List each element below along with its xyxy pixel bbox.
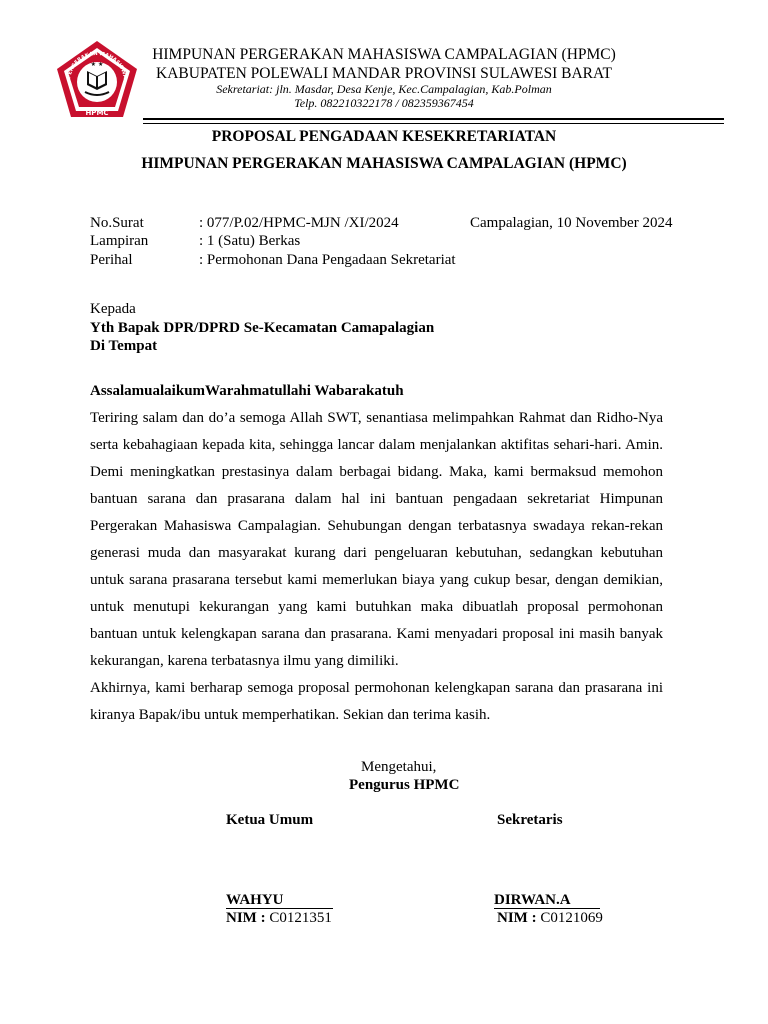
svg-text:★ ★: ★ ★	[90, 61, 104, 68]
chairman-name: WAHYU	[226, 892, 284, 908]
recipient-kepada: Kepada	[90, 301, 136, 317]
attachment-label: Lampiran	[90, 233, 149, 249]
body-paragraph-2: Akhirnya, kami berharap semoga proposal permohonan kelengkapan sarana dan prasarana ini kiranya Bapak/ibu untuk memperhatikan. Sekian dan terima kasih.	[90, 680, 663, 723]
proposal-subtitle: HIMPUNAN PERGERAKAN MAHASISWA CAMPALAGIAN (HPMC)	[141, 155, 627, 172]
org-region: KABUPATEN POLEWALI MANDAR PROVINSI SULAWESI BARAT	[156, 65, 612, 82]
letter-date: Campalagian, 10 November 2024	[470, 215, 673, 231]
secretary-name: DIRWAN.A	[494, 892, 571, 908]
letter-number-label: No.Surat	[90, 215, 144, 231]
org-name: HIMPUNAN PERGERAKAN MAHASISWA CAMPALAGIAN (HPMC)	[152, 46, 616, 63]
secretary-nim	[497, 909, 603, 927]
secretary-nim-label: NIM :	[497, 910, 537, 926]
chairman-nim	[226, 909, 332, 927]
header-rule-thin	[143, 123, 724, 124]
subject-value: : Permohonan Dana Pengadaan Sekretariat	[199, 252, 456, 268]
subject-label: Perihal	[90, 252, 133, 268]
org-address: Sekretariat: jln. Masdar, Desa Kenje, Kec.Campalagian, Kab.Polman	[216, 82, 552, 96]
proposal-title: PROPOSAL PENGADAAN KESEKRETARIATAN	[211, 128, 557, 145]
greeting: AssalamualaikumWarahmatullahi Wabarakatuh	[90, 383, 404, 399]
letter-number-value: : 077/P.02/HPMC-MJN /XI/2024	[199, 215, 399, 231]
header-rule-thick	[143, 118, 724, 120]
chairman-role: Ketua Umum	[226, 812, 314, 828]
svg-text:PERGERAKAN MAHASISWA: PERGERAKAN MAHASISWA	[66, 50, 128, 80]
secretary-role: Sekretaris	[497, 812, 563, 828]
secretary-name-line	[494, 891, 600, 909]
hpmc-logo	[54, 38, 140, 120]
recipient-place: Di Tempat	[90, 338, 158, 354]
recipient-name: Yth Bapak DPR/DPRD Se-Kecamatan Camapalagian	[90, 320, 435, 336]
chairman-name-line	[226, 891, 333, 909]
svg-text:HPMC: HPMC	[85, 109, 109, 117]
attachment-value: : 1 (Satu) Berkas	[199, 233, 301, 249]
board-label: Pengurus HPMC	[349, 777, 460, 793]
org-phone: Telp. 082210322178 / 082359367454	[294, 96, 474, 110]
acknowledged-label: Mengetahui,	[361, 759, 437, 775]
secretary-nim-value: C0121069	[540, 910, 603, 926]
body-paragraph-1: Teriring salam dan do’a semoga Allah SWT, senantiasa melimpahkan Rahmat dan Ridho-Nya serta kebahagiaan kepada kita, sehingga lancar dalam menjalankan aktifitas sehari-hari. Amin. Demi meningkatkan prestasinya dalam berbagai bidang. Maka, kami bermaksud memohon bantuan sarana dan prasarana dalam hal ini bantuan pengadaan sekretariat Himpunan Pergerakan Mahasiswa Campalagian. Sehubungan dengan terbatasnya swadaya rekan-rekan generasi muda dan masyarakat kurang dari pengeluaran kebutuhan, sedangkan kebutuhan untuk sarana prasarana tersebut kami memerlukan biaya yang cukup besar, dengan demikian, untuk menutupi kekurangan yang kami butuhkan maka dibuatlah proposal permohonan bantuan untuk kelengkapan sarana dan prasarana. Kami menyadari proposal ini masih banyak kekurangan, karena terbatasnya ilmu yang dimiliki.	[90, 410, 663, 669]
chairman-nim-label: NIM :	[226, 910, 266, 926]
letter-body	[90, 405, 663, 729]
chairman-nim-value: C0121351	[269, 910, 332, 926]
